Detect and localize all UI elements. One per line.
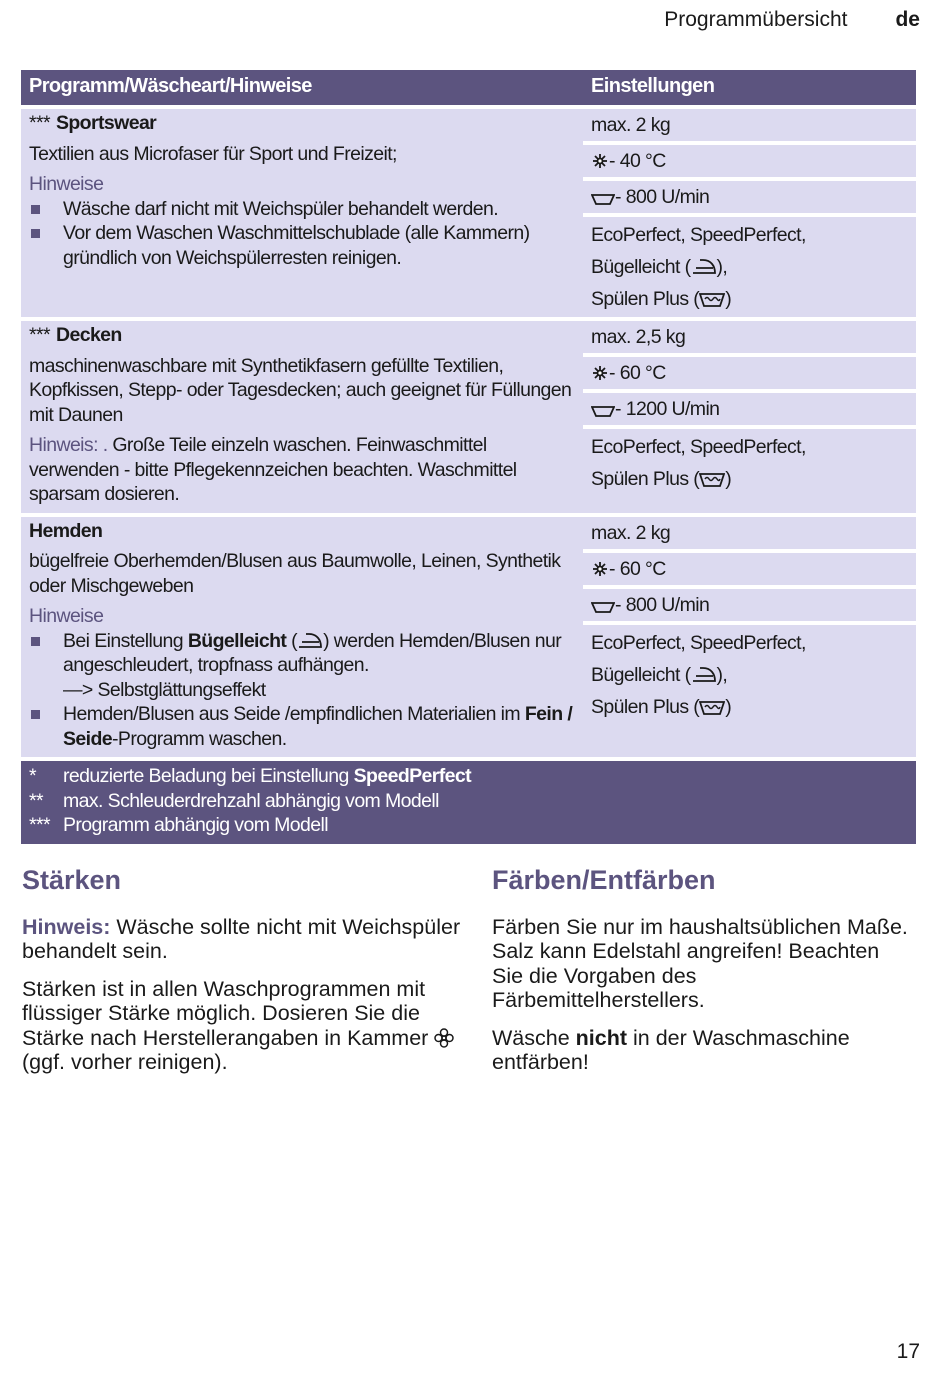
- list-item: Wäsche darf nicht mit Weichspüler behandelt werden.: [29, 197, 575, 222]
- bullet-square-icon: [29, 702, 63, 751]
- temperature-setting: - 40 °C: [583, 145, 916, 177]
- bullet-square-icon: [29, 197, 63, 222]
- hint-label: Hinweis: .: [29, 434, 108, 456]
- program-name: Decken: [55, 324, 122, 346]
- footnote: *** Programm abhängig vom Modell: [29, 814, 328, 836]
- spin-tub-icon: [591, 404, 615, 418]
- temperature-icon: [591, 560, 609, 578]
- staerken-section: [22, 865, 462, 1088]
- list-item: Vor dem Waschen Waschmittelschublade (alle Kammern) gründlich von Weichspülerresten reinigen.: [29, 221, 575, 270]
- options-setting: EcoPerfect, SpeedPerfect, Spülen Plus ( ): [583, 429, 916, 513]
- spin-tub-icon: [591, 600, 615, 614]
- hint-paragraph: Hinweis: . Große Teile einzeln waschen. Feinwaschmittel verwenden - bitte Pflegekennzeichen beachten. Waschmittel sparsam dosieren.: [29, 434, 517, 505]
- page-number: 17: [896, 1340, 920, 1363]
- body-paragraph: Färben Sie nur im haushaltsüblichen Maße. Salz kann Edelstahl angreifen! Beachten Sie die Vorgaben des Färbemittelherstellers.: [492, 914, 908, 1012]
- footnote: ** max. Schleuderdrehzahl abhängig vom Modell: [29, 789, 439, 812]
- section-heading: Färben/Entfärben: [492, 865, 716, 895]
- table-row: [21, 109, 916, 317]
- hint-label: Hinweise: [29, 605, 104, 627]
- hint-label: Hinweise: [29, 173, 104, 195]
- iron-icon: [691, 664, 717, 684]
- program-table: [21, 70, 916, 844]
- max-load: max. 2 kg: [583, 517, 916, 549]
- options-setting: EcoPerfect, SpeedPerfect, Bügelleicht ( ), Spülen Plus ( ): [583, 625, 916, 758]
- program-text: Textilien aus Microfaser für Sport und Freizeit;: [29, 142, 397, 165]
- page-header: [664, 8, 920, 38]
- program-description: [21, 321, 583, 513]
- program-description: [21, 517, 583, 758]
- program-settings: [583, 321, 916, 513]
- temperature-setting: - 60 °C: [583, 357, 916, 389]
- temperature-setting: - 60 °C: [583, 553, 916, 585]
- program-name: Hemden: [29, 519, 103, 542]
- program-settings: [583, 517, 916, 758]
- temperature-icon: [591, 152, 609, 170]
- program-settings: [583, 109, 916, 317]
- temperature-icon: [591, 364, 609, 382]
- footnote-marker: ***: [29, 324, 50, 346]
- hint-paragraph: Hinweis: Wäsche sollte nicht mit Weichspüler behandelt sein.: [22, 914, 461, 963]
- body-paragraph: Stärken ist in allen Waschprogrammen mit flüssiger Stärke möglich. Dosieren Sie die Stärke nach Herstellerangaben in Kammer (ggf. vorher reinigen).: [22, 977, 462, 1075]
- rinse-plus-icon: [699, 470, 725, 488]
- flower-compartment-icon: [434, 1028, 454, 1048]
- spin-setting: - 1200 U/min: [583, 393, 916, 425]
- spin-setting: - 800 U/min: [583, 589, 916, 621]
- program-description: [21, 109, 583, 317]
- options-setting: EcoPerfect, SpeedPerfect, Bügelleicht ( ), Spülen Plus ( ): [583, 217, 916, 317]
- faerben-section: [492, 865, 912, 1088]
- iron-icon: [297, 630, 323, 650]
- language-code: de: [895, 8, 920, 31]
- list-item: Hemden/Blusen aus Seide /empfindlichen Materialien im Fein / Seide-Programm waschen.: [29, 702, 575, 751]
- bullet-square-icon: [29, 221, 63, 270]
- footnote-marker: ***: [29, 112, 50, 134]
- table-row: [21, 321, 916, 513]
- body-paragraph: Wäsche nicht in der Waschmaschine entfärben!: [492, 1025, 850, 1074]
- program-name: Sportswear: [55, 112, 157, 134]
- column-header-program: Programm/Wäscheart/Hinweise: [29, 75, 312, 97]
- section-heading: Stärken: [22, 865, 122, 895]
- max-load: max. 2 kg: [583, 109, 916, 141]
- rinse-plus-icon: [699, 698, 725, 716]
- rinse-plus-icon: [699, 290, 725, 308]
- program-text: maschinenwaschbare mit Synthetikfasern gefüllte Textilien, Kopfkissen, Stepp- oder Tagesdecken; auch geeignet für Füllungen mit Daunen: [29, 354, 572, 426]
- spin-setting: - 800 U/min: [583, 181, 916, 213]
- table-header: [21, 70, 916, 105]
- max-load: max. 2,5 kg: [583, 321, 916, 353]
- section-title: Programmübersicht: [664, 8, 848, 31]
- bullet-square-icon: [29, 629, 63, 703]
- program-text: bügelfreie Oberhemden/Blusen aus Baumwolle, Leinen, Synthetik oder Mischgeweben: [29, 550, 561, 597]
- table-row: [21, 517, 916, 758]
- spin-tub-icon: [591, 192, 615, 206]
- list-item: Bei Einstellung Bügelleicht ( ) werden Hemden/Blusen nur angeschleudert, tropfnass aufhängen. —> Selbstglättungseffekt: [29, 629, 575, 703]
- table-footnotes: [21, 761, 916, 844]
- footnote: * reduzierte Beladung bei Einstellung SpeedPerfect: [29, 765, 472, 787]
- column-header-settings: Einstellungen: [591, 75, 715, 97]
- iron-icon: [691, 256, 717, 276]
